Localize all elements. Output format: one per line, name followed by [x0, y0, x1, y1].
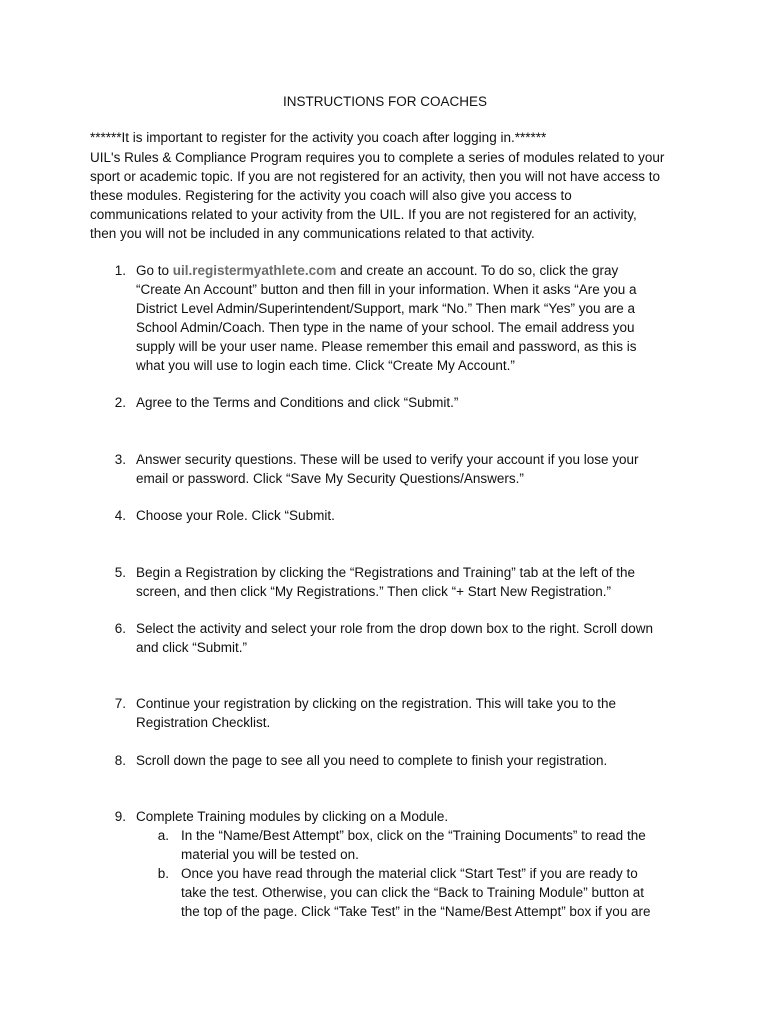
step-text: Registration Checklist.: [136, 715, 271, 730]
substep-text: Once you have read through the material click “Start Test” if you are ready to: [181, 866, 638, 881]
step-number: 3.: [114, 452, 126, 467]
substep-text: material you will be tested on.: [181, 847, 359, 862]
step-text: Complete Training modules by clicking on a Module.: [136, 809, 449, 824]
intro-line: communications related to your activity from the UIL. If you are not registered for an activity,: [90, 207, 637, 222]
step-number: 8.: [114, 753, 126, 768]
step-text: Go to: [136, 263, 173, 278]
step-text: Select the activity and select your role from the drop down box to the right. Scroll down: [136, 621, 654, 636]
step-text: Choose your Role. Click “Submit.: [136, 508, 335, 523]
step-text: what you will use to login each time. Click “Create My Account.”: [136, 358, 515, 373]
step-text: Answer security questions. These will be used to verify your account if you lose your: [136, 452, 639, 467]
intro-line: sport or academic topic. If you are not registered for an activity, then you will not have access to: [90, 169, 661, 184]
intro-warning: ******It is important to register for the activity you coach after logging in.******: [90, 130, 547, 145]
step-1-first-line: [136, 261, 618, 280]
step-text: email or password. Click “Save My Security Questions/Answers.”: [136, 471, 524, 486]
substep-text: the top of the page. Click “Take Test” in the “Name/Best Attempt” box if you are: [181, 904, 651, 919]
step-text: supply will be your user name. Please remember this email and password, as this is: [136, 339, 637, 354]
substep-text: In the “Name/Best Attempt” box, click on the “Training Documents” to read the: [181, 828, 646, 843]
step-number: 9.: [114, 809, 126, 824]
intro-line: then you will not be included in any communications related to that activity.: [90, 226, 535, 241]
step-number: 6.: [114, 621, 126, 636]
substep-text: take the test. Otherwise, you can click the “Back to Training Module” button at: [181, 885, 644, 900]
step-text: “Create An Account” button and then fill in your information. When it asks “Are you a: [136, 282, 637, 297]
step-number: 4.: [114, 508, 126, 523]
step-text: Scroll down the page to see all you need to complete to finish your registration.: [136, 753, 608, 768]
step-number: 2.: [114, 395, 126, 410]
step-number: 7.: [114, 696, 126, 711]
intro-line: UIL's Rules & Compliance Program requires you to complete a series of modules related to your: [90, 150, 665, 165]
step-text: School Admin/Coach. Then type in the name of your school. The email address you: [136, 320, 635, 335]
step-text: screen, and then click “My Registrations.” Then click “+ Start New Registration.”: [136, 584, 612, 599]
step-text: Agree to the Terms and Conditions and click “Submit.”: [136, 395, 459, 410]
substep-letter: a.: [157, 828, 169, 843]
substep-letter: b.: [157, 866, 169, 881]
step-text: and create an account. To do so, click the gray: [336, 263, 619, 278]
step-text: District Level Admin/Superintendent/Support, mark “No.” Then mark “Yes” you are a: [136, 301, 635, 316]
step-text: Continue your registration by clicking on the registration. This will take you to the: [136, 696, 616, 711]
step-text: and click “Submit.”: [136, 640, 248, 655]
step-text: Begin a Registration by clicking the “Registrations and Training” tab at the left of the: [136, 565, 636, 580]
step-number: 5.: [114, 565, 126, 580]
step-number: 1.: [114, 263, 126, 278]
intro-line: these modules. Registering for the activity you coach will also give you access to: [90, 188, 572, 203]
registration-site-link[interactable]: uil.registermyathlete.com: [172, 263, 337, 278]
page-title: INSTRUCTIONS FOR COACHES: [282, 94, 487, 109]
